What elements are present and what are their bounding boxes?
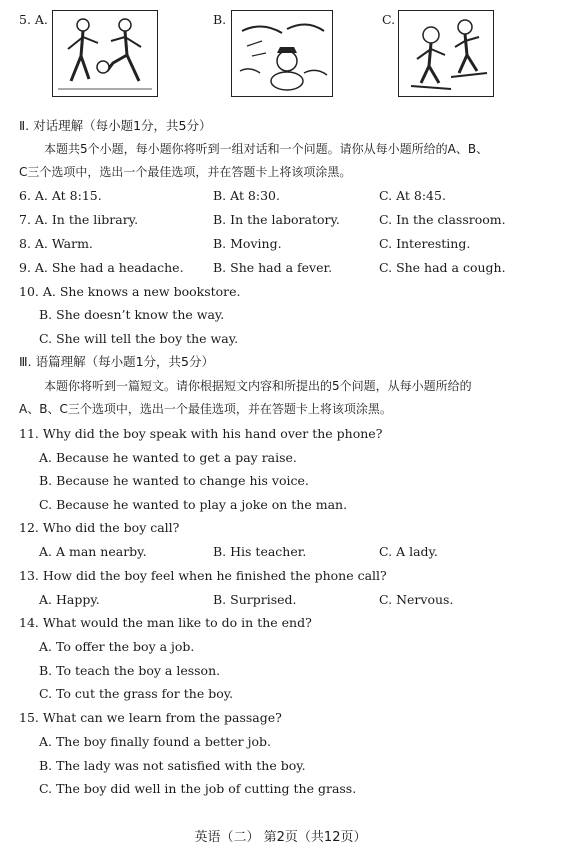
q11-question: 11. Why did the boy speak with his hand over the phone? [19, 426, 383, 441]
q8-option-c: C. Interesting. [379, 236, 471, 251]
q5-option-b: B. [213, 12, 227, 27]
q7-option-a: 7. A. In the library. [19, 212, 139, 227]
q13-option-c: C. Nervous. [379, 592, 454, 607]
q9-option-b: B. She had a fever. [213, 260, 333, 275]
q8-option-a: 8. A. Warm. [19, 236, 93, 251]
q11-option-c: C. Because he wanted to play a joke on the man. [39, 497, 348, 512]
page-footer: 英语（二） 第2页（共12页） [194, 830, 367, 845]
section2-instruction-2: C三个选项中，选出一个最佳选项，并在答题卡上将该项涂黑。 [19, 165, 352, 179]
q15-option-b: B. The lady was not satisfied with the boy. [39, 758, 306, 773]
q12-option-c: C. A lady. [379, 544, 438, 559]
q14-option-a: A. To offer the boy a job. [39, 639, 195, 654]
q13-option-b: B. Surprised. [213, 592, 297, 607]
snowman-picture [231, 10, 333, 97]
q11-option-a: A. Because he wanted to get a pay raise. [39, 450, 297, 465]
section3-heading: Ⅲ. 语篇理解（每小题1分，共5分） [19, 354, 214, 369]
q15-option-c: C. The boy did well in the job of cutting the grass. [39, 781, 357, 796]
q5-option-c: C. [382, 12, 396, 27]
q9-option-c: C. She had a cough. [379, 260, 506, 275]
q6-option-a: 6. A. At 8:15. [19, 188, 102, 203]
q8-option-b: B. Moving. [213, 236, 282, 251]
q7-option-c: C. In the classroom. [379, 212, 506, 227]
q15-option-a: A. The boy finally found a better job. [39, 734, 271, 749]
soccer-picture [52, 10, 158, 97]
q14-question: 14. What would the man like to do in the end? [19, 615, 312, 630]
section2-instruction-1: 本题共5个小题，每小题你将听到一组对话和一个问题。请你从每小题所给的A、B、 [44, 142, 489, 156]
section2-heading: Ⅱ. 对话理解（每小题1分，共5分） [19, 118, 212, 133]
q6-option-c: C. At 8:45. [379, 188, 446, 203]
skiing-picture [398, 10, 494, 97]
q10-option-c: C. She will tell the boy the way. [39, 331, 239, 346]
q10-option-a: 10. A. She knows a new bookstore. [19, 284, 241, 299]
q10-option-b: B. She doesn’t know the way. [39, 307, 225, 322]
section3-instruction-1: 本题你将听到一篇短文。请你根据短文内容和所提出的5个问题，从每小题所给的 [44, 379, 472, 393]
q5-label: 5. A. [19, 12, 48, 27]
q7-option-b: B. In the laboratory. [213, 212, 340, 227]
q12-option-b: B. His teacher. [213, 544, 307, 559]
q6-option-b: B. At 8:30. [213, 188, 280, 203]
q14-option-b: B. To teach the boy a lesson. [39, 663, 221, 678]
q13-option-a: A. Happy. [39, 592, 100, 607]
q15-question: 15. What can we learn from the passage? [19, 710, 282, 725]
q11-option-b: B. Because he wanted to change his voice. [39, 473, 309, 488]
q12-option-a: A. A man nearby. [39, 544, 147, 559]
q12-question: 12. Who did the boy call? [19, 520, 180, 535]
section3-instruction-2: A、B、C三个选项中，选出一个最佳选项，并在答题卡上将该项涂黑。 [19, 402, 392, 416]
q9-option-a: 9. A. She had a headache. [19, 260, 184, 275]
q13-question: 13. How did the boy feel when he finished the phone call? [19, 568, 387, 583]
q14-option-c: C. To cut the grass for the boy. [39, 686, 234, 701]
